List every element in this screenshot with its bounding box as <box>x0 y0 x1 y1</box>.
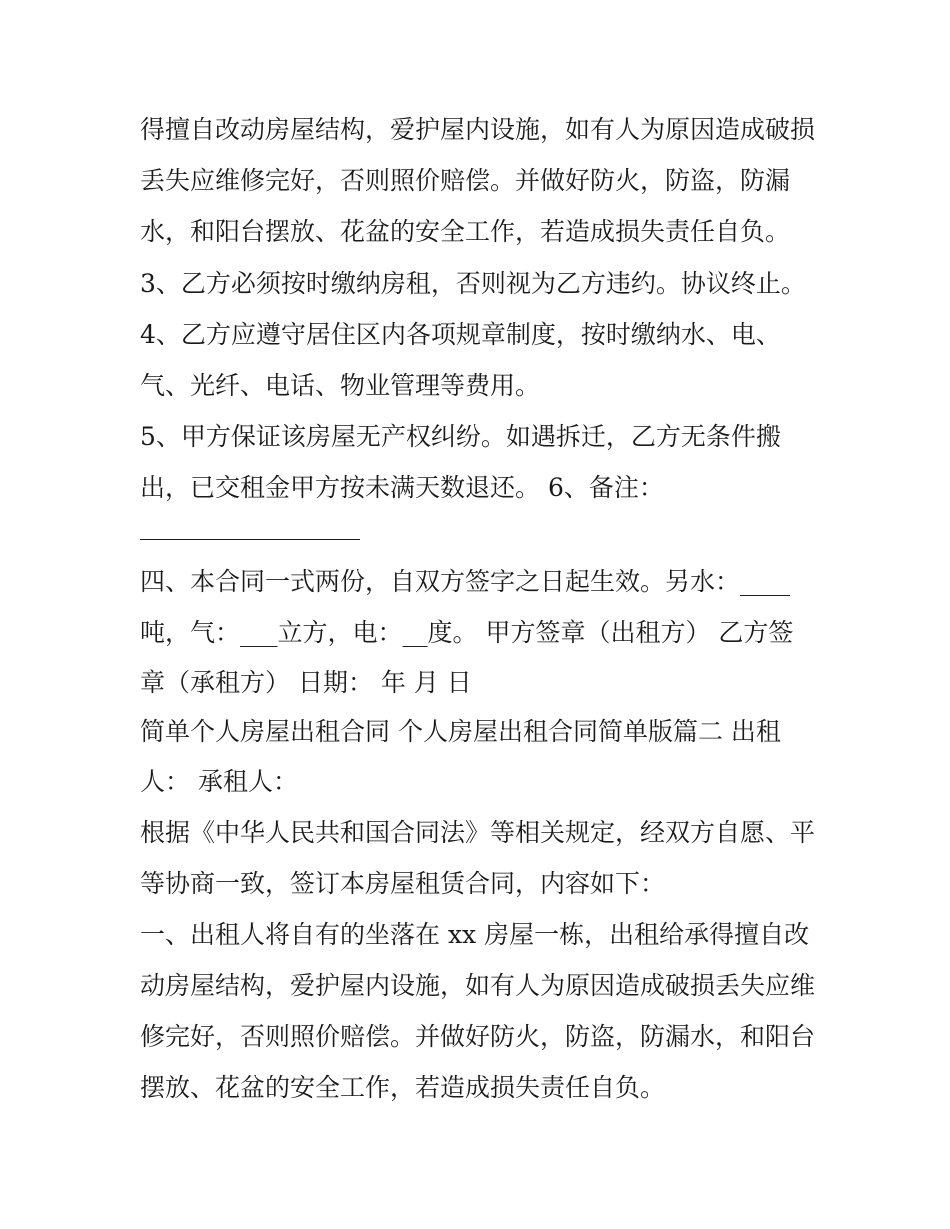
blank-underline <box>140 539 360 540</box>
text-line: 水，和阳台摆放、花盆的安全工作，若造成损失责任自负。 <box>140 217 791 246</box>
text-line: 4、乙方应遵守居住区内各项规章制度，按时缴纳水、电、 <box>140 320 781 349</box>
text-line: 一、出租人将自有的坐落在 xx 房屋一栋，出租给承得擅自改 <box>140 920 810 949</box>
text-line: 人： 承租人： <box>140 767 298 796</box>
text-line: 丢失应维修完好，否则照价赔偿。并做好防火，防盗，防漏 <box>140 166 791 195</box>
text-line: 四、本合同一式两份，自双方签字之日起生效。另水：____ <box>140 567 791 596</box>
text-line: 简单个人房屋出租合同 个人房屋出租合同简单版篇二 出租 <box>140 717 781 746</box>
text-line: 动房屋结构，爱护屋内设施，如有人为原因造成破损丢失应维 <box>140 971 816 1000</box>
text-line: 修完好，否则照价赔偿。并做好防火，防盗，防漏水，和阳台 <box>140 1022 816 1051</box>
text-line: 得擅自改动房屋结构，爱护屋内设施，如有人为原因造成破损 <box>140 115 816 144</box>
text-line: 根据《中华人民共和国合同法》等相关规定，经双方自愿、平 <box>140 818 816 847</box>
text-line: 5、甲方保证该房屋无产权纠纷。如遇拆迁，乙方无条件搬 <box>140 422 781 451</box>
text-line: 吨，气：___立方，电：__度。 甲方签章（出租方） 乙方签 <box>140 618 794 647</box>
text-line: 气、光纤、电话、物业管理等费用。 <box>140 371 541 400</box>
text-line: 出，已交租金甲方按未满天数退还。 6、备注： <box>140 473 664 502</box>
text-line: 3、乙方必须按时缴纳房租，否则视为乙方违约。协议终止。 <box>140 269 806 298</box>
text-line: 章（承租方） 日期： 年 月 日 <box>140 668 472 697</box>
text-line: 等协商一致，签订本房屋租赁合同，内容如下： <box>140 869 666 898</box>
text-line: 摆放、花盆的安全工作，若造成损失责任自负。 <box>140 1073 666 1102</box>
